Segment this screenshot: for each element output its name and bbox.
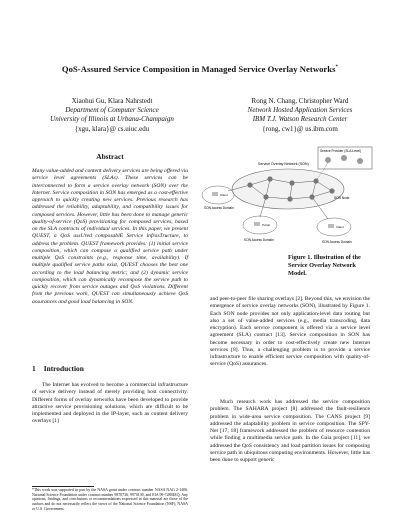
footnote: *This work was supported in part by the NASA grant under contract number NASA NAG 2-1406, National Science Foundation under contract number 9870736, 9970139, and EIA 99-72884EQ. Any opinions, findings, and conclusions or recommendations expressed in this material are those of the authors and do not necessarily reflect the views of the National Science Foundation (NSF), NASA or U.S. Government. — [32, 488, 188, 511]
author-dept-left: Department of Computer Science — [65, 106, 159, 115]
figure-caption: Figure 1. Illustration of the Service Overlay Network Model. — [288, 254, 361, 277]
title-footnote-mark: * — [335, 65, 339, 71]
client-label-right: Client — [336, 225, 344, 229]
figure-son-diagram — [200, 145, 374, 247]
access-domain-label-right: SON Access Domain — [322, 240, 352, 244]
provider-node-icon — [341, 155, 347, 161]
access-domain-label-left: SON Access Domain — [204, 206, 234, 210]
client-label-left: Client — [220, 193, 228, 197]
abstract-text: Many value-added and content delivery services are being offered via service level agreements (SLAs). These services can be interconnected to form a service overlay network (SON) over the Internet. Service composition in SON has emerged as a cost-effective approach to quickly creating new services. Previous research has addressed the reliability, adaptability, and compatibility issues for composed services. However, little has been done to manage generic quality-of-service (QoS) provisioning for composed services, based on the SLA contracts of individual services. In this paper, we present QUEST, a QoS assUred composablE Service infrasTructure, to address the problem. QUEST framework provides: (1) initial service composition, which can compose a qualified service path under multiple QoS constraints (e.g., response time, availability). If multiple qualified service paths exist, QUEST chooses the best one according to the load balancing metric; and (2) dynamic service composition, which can dynamically recompose the service path to quickly recover from service outages and QoS violations. Different from the previous work, QUEST can simultaneously achieve QoS assurances and good load balancing in SON. — [32, 168, 188, 305]
paper-title — [0, 64, 400, 74]
section-number: 1 — [32, 364, 36, 373]
access-domain-label-bottom: SON Access Domain — [244, 238, 274, 242]
section-heading-introduction — [32, 364, 92, 373]
portal-computer-icon — [254, 222, 260, 226]
abstract-heading: Abstract — [96, 152, 124, 161]
footnote-rule — [32, 486, 94, 487]
right-column-paragraph-1: and peer-to-peer file sharing overlays [2]. Beyond this, we envision the emergence of service overlay networks (SON), illustrated by Figure 1. Each SON node provides not only application-level data routing but also a set of value-added services (e.g., media transcoding, data encryption). Each service component is offered via a service level agreement (SLA) contract [13]. Service composition in SON has become necessary in order to cost-effectively create new Internet services [8]. Thus, a challenging problem is to provide a service infrastructure to enable efficient service composition with quality-of-service (QoS) assurances. — [210, 296, 370, 368]
client-computer-icon — [328, 224, 334, 228]
provider-node-icon — [357, 158, 363, 164]
author-email-right: {rong, cw1}@ us.ibm.com — [262, 124, 338, 133]
service-provider-label: Service Provider (SLA-Level) — [320, 149, 362, 153]
paper-title-text: QoS-Assured Service Composition in Managed Service Overlay Networks — [61, 64, 336, 74]
client-computer-icon — [212, 192, 218, 196]
author-names-left: Xiaohui Gu, Klara Nahrstedt — [71, 97, 153, 105]
author-institution-left: University of Illinois at Urbana-Champaign — [50, 115, 174, 124]
author-email-left: {xgu, klara}@ cs.uiuc.edu — [74, 124, 150, 133]
author-names-right: Rong N. Chang, Christopher Ward — [251, 97, 349, 105]
client-label-bottom: Portal — [262, 223, 270, 227]
son-diagram-svg — [200, 145, 374, 247]
author-block-left — [26, 97, 198, 134]
son-cloud — [232, 169, 344, 209]
author-block-right — [214, 97, 386, 134]
intro-paragraph: The Internet has evolved to become a commercial infrastructure of service delivery instead of merely providing host connectivity. Different forms of overlay networks have been developed to provide attractive service provisioning solutions, which are difficult to be implemented and deployed in the IP-layer, such as content delivery overlays [1] — [32, 382, 188, 425]
provider-node-icon — [325, 157, 331, 163]
son-label: Service Overlay Network (SON) — [258, 162, 309, 166]
right-column-paragraph-2: Much research work has addressed the service composition problem. The SAHARA project [8] addressed the fault-resilience problem in wide-area service composition. The CANS project [9] addressed the adaptability problem in service composition. The SPY-Net [17, 18] framework addressed the problem of resource contention while finding a multimedia service path. In the Gaia project [11], we addressed the QoS consistency and load partition issues for composing service path in ubiquitous computing environments. However, little has been done to support generic — [210, 399, 370, 463]
author-dept-right: Network Hosted Application Services — [247, 106, 353, 115]
author-institution-right: IBM T.J. Watson Research Center — [252, 115, 348, 124]
son-node-label: SON Node — [334, 196, 350, 200]
section-title: Introduction — [43, 364, 84, 373]
